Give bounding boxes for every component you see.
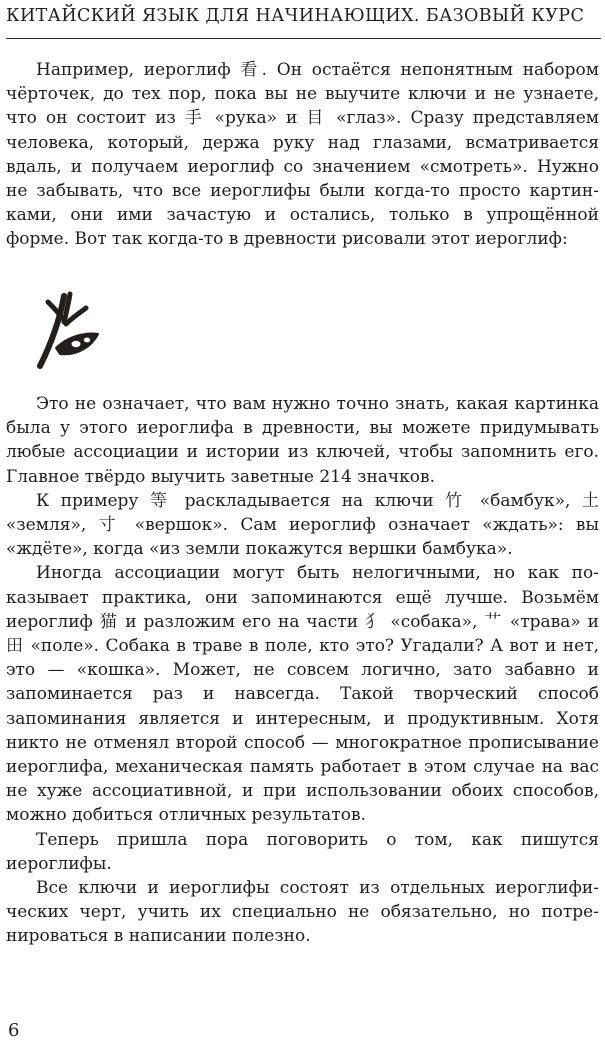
page-number: 6	[8, 1020, 20, 1041]
ancient-character-kan-glyph	[34, 284, 104, 374]
paragraph: Это не означает, что вам нужно точно знать, какая картинка была у этого иероглифа в древности, вы можете придумывать любые ассоциации и истории из ключей, чтобы запомнить его. Главное твёрдо выучить заветные 214 значков.	[6, 394, 599, 487]
running-title: КИТАЙСКИЙ ЯЗЫК ДЛЯ НАЧИНАЮЩИХ. БАЗОВЫЙ КУРС	[6, 6, 585, 26]
header-rule	[6, 38, 601, 39]
text-block-bottom	[6, 392, 599, 949]
paragraph: Например, иероглиф 看. Он остаётся непонятным набором чёрточек, до тех пор, пока вы не выучите ключи и не узнаете, что он состоит из 手 «рука» и 目 «глаз». Сразу представляем человека, который, держа руку над глазами, всматривается вдаль, и получаем иероглиф со значением «смотреть». Нужно не забывать, что все иероглифы были когда-то просто картинками, они ими зачастую и остались, только в упрощённой форме. Вот так когда-то в древности рисовали этот иероглиф:	[6, 60, 599, 250]
paragraph: Иногда ассоциации могут быть нелогичными, но как показывает практика, они запоминаются ещё лучше. Возьмём иероглиф 猫 и разложим его на части 犭 «собака», 艹 «трава» и 田 «поле». Собака в траве в поле, кто это? Угадали? А вот и нет, это — «кошка». Может, не совсем логично, зато забавно и запоминается раз и навсегда. Такой творческий способ запоминания является и интересным, и продуктивным. Хотя никто не отменял второй способ — многократное прописывание иероглифа, механическая память работает в этом случае на вас не хуже ассоциативной, и при использовании обоих способов, можно добиться отличных результатов.	[6, 563, 599, 826]
paragraph: Теперь пришла пора поговорить о том, как пишутся иероглифы.	[6, 829, 599, 874]
paragraph: К примеру 等 раскладывается на ключи 竹 «бамбук», 土 «земля», 寸 «вершок». Сам иероглиф означает «ждать»: вы «ждёте», когда «из земли покажутся вершки бамбука».	[6, 490, 599, 560]
text-block-top	[6, 58, 599, 252]
paragraph: Все ключи и иероглифы состоят из отдельных иероглифических черт, учить их специально не обязательно, но потренироваться в написании полезно.	[6, 878, 599, 947]
